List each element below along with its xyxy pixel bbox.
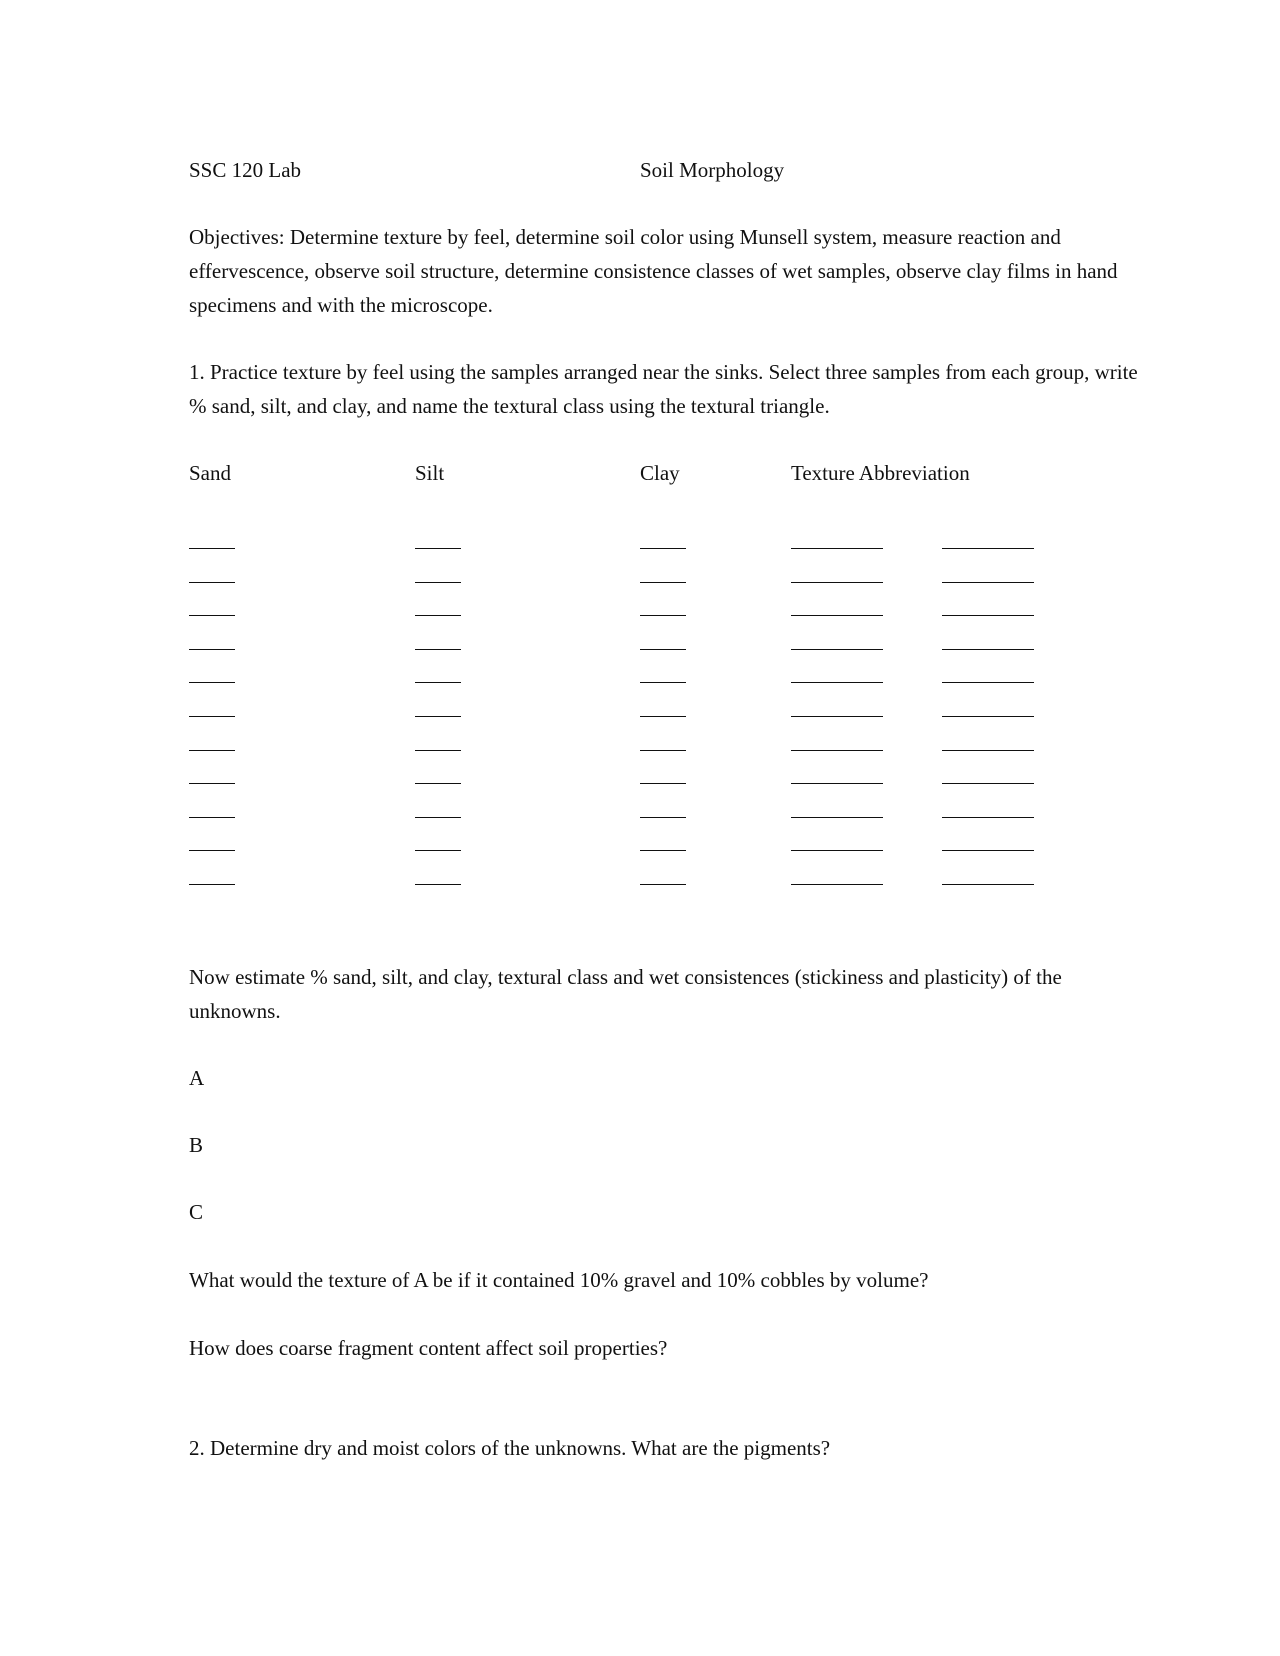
answer-blank-silt[interactable] [415,716,461,717]
answer-blank-silt[interactable] [415,649,461,650]
answer-blank-texture[interactable] [791,649,883,650]
answer-blank-abbreviation[interactable] [942,649,1034,650]
answer-blank-abbreviation[interactable] [942,548,1034,549]
question-1: 1. Practice texture by feel using the samples arranged near the sinks. Select three samples from each group, write % sand, silt, and clay, and name the textural class using the textural triangle. [189,360,1138,418]
answer-blank-silt[interactable] [415,783,461,784]
answer-blank-sand[interactable] [189,850,235,851]
answer-blank-sand[interactable] [189,884,235,885]
answer-blank-sand[interactable] [189,682,235,683]
answer-blank-clay[interactable] [640,783,686,784]
unknown-b-label: B [189,1133,204,1157]
column-header-silt: Silt [415,461,445,485]
answer-blank-abbreviation[interactable] [942,716,1034,717]
answer-blank-texture[interactable] [791,850,883,851]
unknown-c-label: C [189,1200,204,1224]
answer-blank-silt[interactable] [415,817,461,818]
answer-blank-sand[interactable] [189,817,235,818]
answer-blank-abbreviation[interactable] [942,615,1034,616]
answer-blank-sand[interactable] [189,548,235,549]
answer-blank-clay[interactable] [640,884,686,885]
answer-blank-sand[interactable] [189,750,235,751]
answer-blank-texture[interactable] [791,884,883,885]
answer-blank-abbreviation[interactable] [942,582,1034,583]
answer-blank-silt[interactable] [415,548,461,549]
answer-blank-clay[interactable] [640,615,686,616]
course-label: SSC 120 Lab [189,158,302,182]
answer-blank-texture[interactable] [791,783,883,784]
answer-blank-texture[interactable] [791,548,883,549]
answer-blank-sand[interactable] [189,649,235,650]
answer-blank-clay[interactable] [640,750,686,751]
answer-blank-texture[interactable] [791,750,883,751]
answer-blank-texture[interactable] [791,582,883,583]
answer-blank-abbreviation[interactable] [942,750,1034,751]
answer-blank-clay[interactable] [640,716,686,717]
answer-blank-texture[interactable] [791,615,883,616]
unknown-a-label: A [189,1066,205,1090]
answer-blank-clay[interactable] [640,649,686,650]
answer-blank-clay[interactable] [640,548,686,549]
answer-blank-texture[interactable] [791,682,883,683]
answer-blank-sand[interactable] [189,716,235,717]
answer-blank-silt[interactable] [415,750,461,751]
answer-blank-clay[interactable] [640,582,686,583]
answer-blank-abbreviation[interactable] [942,783,1034,784]
question-coarse-fragments: How does coarse fragment content affect soil properties? [189,1336,668,1360]
estimate-prompt: Now estimate % sand, silt, and clay, textural class and wet consistences (stickiness and plasticity) of the unknowns. [189,965,1062,1023]
question-gravel: What would the texture of A be if it contained 10% gravel and 10% cobbles by volume? [189,1268,929,1292]
answer-blank-silt[interactable] [415,615,461,616]
answer-blank-silt[interactable] [415,682,461,683]
answer-blank-abbreviation[interactable] [942,884,1034,885]
answer-blank-texture[interactable] [791,716,883,717]
objectives-paragraph: Objectives: Determine texture by feel, determine soil color using Munsell system, measure reaction and effervescence, observe soil structure, determine consistence classes of wet samples, observe clay films in hand specimens and with the microscope. [189,225,1118,317]
answer-blank-silt[interactable] [415,582,461,583]
answer-blank-clay[interactable] [640,817,686,818]
answer-blank-sand[interactable] [189,615,235,616]
answer-blank-sand[interactable] [189,582,235,583]
question-2: 2. Determine dry and moist colors of the unknowns. What are the pigments? [189,1436,831,1460]
answer-blank-abbreviation[interactable] [942,682,1034,683]
answer-blank-texture[interactable] [791,817,883,818]
answer-blank-sand[interactable] [189,783,235,784]
column-header-texture: Texture Abbreviation [791,461,970,485]
answer-blank-abbreviation[interactable] [942,817,1034,818]
answer-blank-silt[interactable] [415,850,461,851]
column-header-clay: Clay [640,461,680,485]
answer-blank-clay[interactable] [640,850,686,851]
page-title: Soil Morphology [640,158,785,182]
answer-blank-silt[interactable] [415,884,461,885]
column-header-sand: Sand [189,461,231,485]
answer-blank-clay[interactable] [640,682,686,683]
answer-blank-abbreviation[interactable] [942,850,1034,851]
